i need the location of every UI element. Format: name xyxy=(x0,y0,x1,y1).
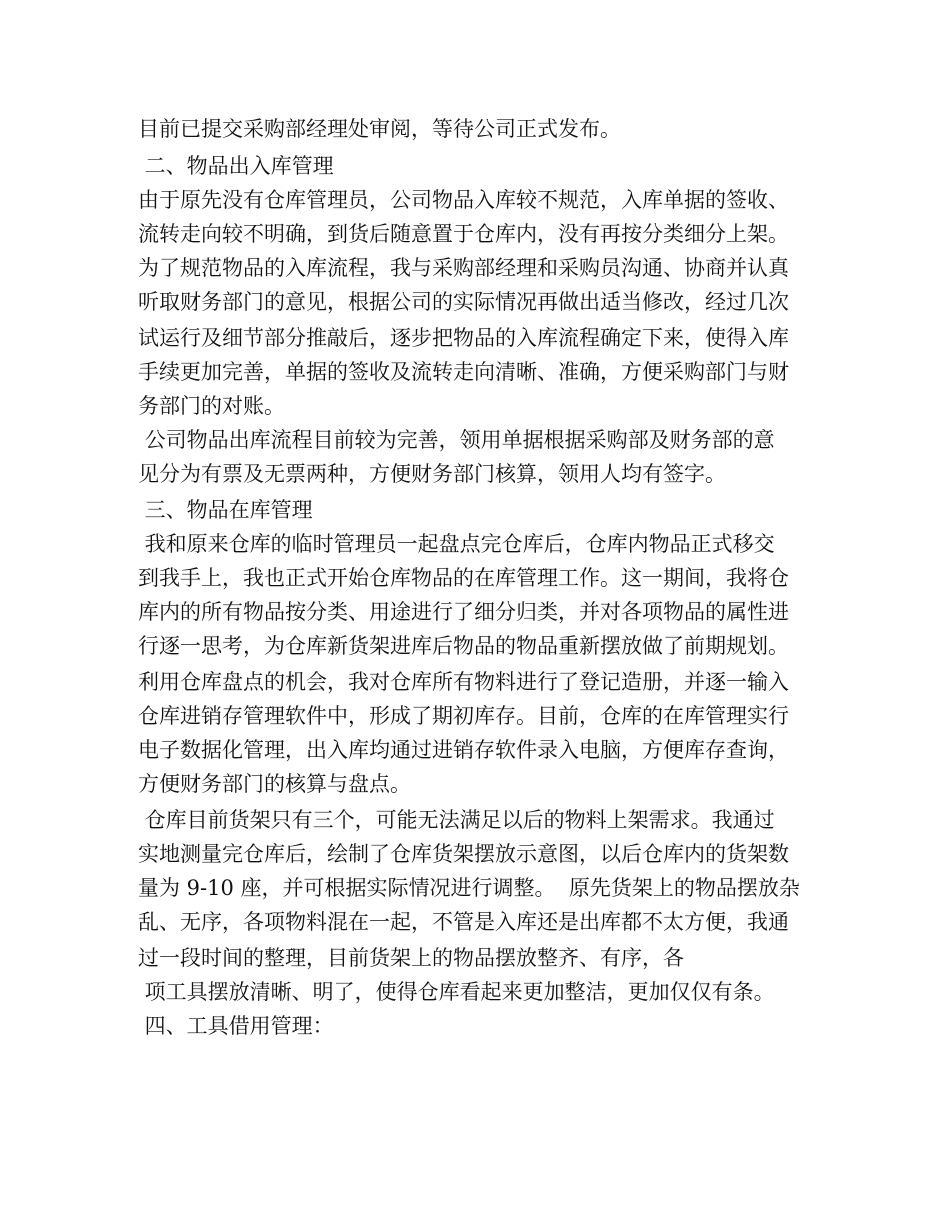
text-line-25: 过一段时间的整理，目前货架上的物品摆放整齐、有序，各 xyxy=(138,946,684,970)
text-line-16: 行逐一思考，为仓库新货架进库后物品的物品重新摆放做了前期规划。 xyxy=(138,634,789,658)
text-line-15: 库内的所有物品按分类、用途进行了细分归类，并对各项物品的属性进 xyxy=(138,600,789,624)
text-line-13: 我和原来仓库的临时管理员一起盘点完仓库后，仓库内物品正式移交 xyxy=(138,532,775,556)
text-line-9: 务部门的对账。 xyxy=(138,394,285,418)
text-line-8: 手续更加完善，单据的签收及流转走向清晰、准确，方便采购部门与财 xyxy=(138,360,789,384)
text-line-1: 目前已提交采购部经理处审阅，等待公司正式发布。 xyxy=(138,117,621,141)
text-line-17: 利用仓库盘点的机会，我对仓库所有物料进行了登记造册，并逐一输入 xyxy=(138,670,789,694)
text-line-26: 项工具摆放清晰、明了，使得仓库看起来更加整洁，更加仅仅有条。 xyxy=(138,980,775,1004)
text-line-18: 仓库进销存管理软件中，形成了期初库存。目前，仓库的在库管理实行 xyxy=(138,704,789,728)
text-line-24: 乱、无序，各项物料混在一起，不管是入库还是出库都不太方便，我通 xyxy=(138,910,789,934)
section-heading-3: 三、物品在库管理 xyxy=(138,498,313,522)
section-heading-4: 四、工具借用管理： xyxy=(138,1014,334,1038)
text-line-14: 到我手上，我也正式开始仓库物品的在库管理工作。这一期间，我将仓 xyxy=(138,566,789,590)
text-line-10: 公司物品出库流程目前较为完善，领用单据根据采购部及财务部的意 xyxy=(138,428,775,452)
text-line-23: 量为 9-10 座，并可根据实际情况进行调整。 原先货架上的物品摆放杂 xyxy=(138,876,800,900)
text-line-4: 流转走向较不明确，到货后随意置于仓库内，没有再按分类细分上架。 xyxy=(138,222,789,246)
text-line-11: 见分为有票及无票两种，方便财务部门核算，领用人均有签字。 xyxy=(138,462,726,486)
text-line-21: 仓库目前货架只有三个，可能无法满足以后的物料上架需求。我通过 xyxy=(138,808,775,832)
text-line-7: 试运行及细节部分推敲后，逐步把物品的入库流程确定下来，使得入库 xyxy=(138,326,789,350)
text-line-5: 为了规范物品的入库流程，我与采购部经理和采购员沟通、协商并认真 xyxy=(138,256,789,280)
section-heading-2: 二、物品出入库管理 xyxy=(138,154,334,178)
text-line-19: 电子数据化管理，出入库均通过进销存软件录入电脑，方便库存查询， xyxy=(138,738,789,762)
text-line-3: 由于原先没有仓库管理员，公司物品入库较不规范，入库单据的签收、 xyxy=(138,188,789,212)
text-line-20: 方便财务部门的核算与盘点。 xyxy=(138,772,411,796)
text-line-6: 听取财务部门的意见，根据公司的实际情况再做出适当修改，经过几次 xyxy=(138,290,789,314)
text-line-22: 实地测量完仓库后，绘制了仓库货架摆放示意图，以后仓库内的货架数 xyxy=(138,842,789,866)
